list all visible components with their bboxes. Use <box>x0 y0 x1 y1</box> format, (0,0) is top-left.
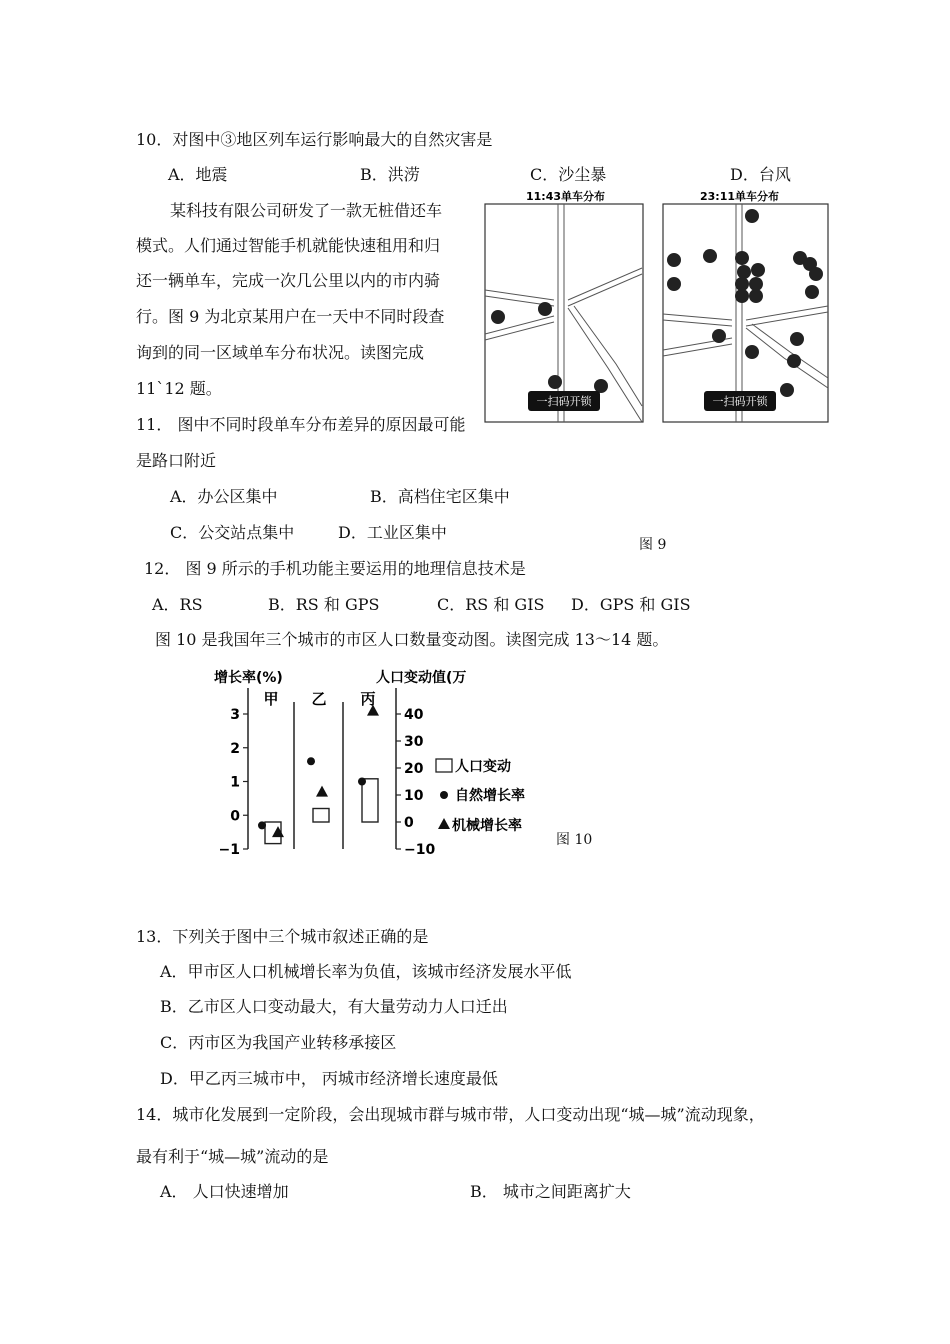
q11-option-c: C．公交站点集中 <box>170 523 295 542</box>
q12-option-d: D．GPS 和 GIS <box>571 595 691 614</box>
legend-population-change: 人口变动 <box>455 759 511 775</box>
point-mechanical-growth <box>316 786 328 797</box>
q12-option-a: A．RS <box>152 595 203 614</box>
legend-natural-growth: 自然增长率 <box>455 788 525 804</box>
q11-option-b: B．高档住宅区集中 <box>370 487 510 506</box>
q10-option-d: D．台风 <box>730 165 791 184</box>
left-tick-label: −1 <box>218 842 240 858</box>
q11-stem-line-1: 11． 图中不同时段单车分布差异的原因最可能 <box>136 415 466 434</box>
right-tick-label: 40 <box>404 707 424 723</box>
legend-mechanical-growth: 机械增长率 <box>452 818 522 834</box>
right-tick-label: 0 <box>404 815 414 831</box>
q12-option-c: C．RS 和 GIS <box>437 595 545 614</box>
fig10-caption: 图 10 <box>556 832 593 848</box>
q10-option-a: A．地震 <box>168 165 228 184</box>
right-tick-label: 20 <box>404 761 424 777</box>
legend-dot-swatch <box>440 791 448 799</box>
intro11-line-1: 某科技有限公司研发了一款无桩借还车 <box>170 201 443 220</box>
category-label-1: 甲 <box>263 690 279 708</box>
q11-stem-line-2: 是路口附近 <box>136 451 217 470</box>
legend-triangle-swatch <box>438 818 450 829</box>
right-tick-label: −10 <box>404 842 436 858</box>
q14-stem-line-2: 最有利于“城—城”流动的是 <box>136 1147 329 1166</box>
q12-stem: 12． 图 9 所示的手机功能主要运用的地理信息技术是 <box>144 559 526 578</box>
q10-option-c: C．沙尘暴 <box>530 165 607 184</box>
map2-title: 23:11单车分布 <box>700 190 780 203</box>
q13-option-b: B．乙市区人口变动最大，有大量劳动力人口迁出 <box>160 997 508 1016</box>
category-label-2: 乙 <box>311 690 327 708</box>
left-tick-label: 3 <box>230 707 240 723</box>
point-natural-growth <box>307 757 315 765</box>
map1-title: 11:43单车分布 <box>526 190 606 203</box>
right-axis-label: 人口变动值(万 <box>376 670 467 686</box>
q11-option-d: D．工业区集中 <box>338 523 447 542</box>
intro11-line-5: 询到的同一区域单车分布状况。读图完成 <box>136 343 425 362</box>
intro11-line-2: 模式。人们通过智能手机就能快速租用和归 <box>136 236 441 255</box>
q13-stem: 13．下列关于图中三个城市叙述正确的是 <box>136 927 429 946</box>
legend-bar-swatch <box>436 759 452 772</box>
q10-option-b: B．洪涝 <box>360 165 420 184</box>
figure-10-chart <box>200 662 540 862</box>
category-label-3: 丙 <box>360 690 376 708</box>
left-tick-label: 1 <box>230 774 240 791</box>
figure-9 <box>484 188 834 424</box>
map2-frame <box>663 204 828 422</box>
q12-option-b: B．RS 和 GPS <box>268 595 380 614</box>
q11-option-a: A．办公区集中 <box>170 487 278 506</box>
left-tick-label: 2 <box>230 740 240 757</box>
q14-option-b: B． 城市之间距离扩大 <box>470 1182 631 1201</box>
q10-stem: 10．对图中③地区列车运行影响最大的自然灾害是 <box>136 130 493 149</box>
bar-population-change <box>313 809 329 823</box>
map1-unlock-label: 一扫码开锁 <box>536 395 592 408</box>
q13-option-d: D．甲乙丙三城市中， 丙城市经济增长速度最低 <box>160 1069 498 1088</box>
fig9-caption: 图 9 <box>639 537 667 553</box>
map2-unlock-label: 一扫码开锁 <box>712 395 768 408</box>
intro13: 图 10 是我国年三个城市的市区人口数量变动图。读图完成 13～14 题。 <box>155 630 669 649</box>
intro11-line-4: 行。图 9 为北京某用户在一天中不同时段查 <box>136 307 445 326</box>
left-axis-label: 增长率(%) <box>214 670 283 686</box>
q13-option-a: A．甲市区人口机械增长率为负值，该城市经济发展水平低 <box>160 962 572 981</box>
q14-option-a: A． 人口快速增加 <box>160 1182 289 1201</box>
left-tick-label: 0 <box>230 808 240 825</box>
q14-stem-line-1: 14．城市化发展到一定阶段，会出现城市群与城市带，人口变动出现“城—城”流动现象， <box>136 1105 765 1124</box>
right-tick-label: 10 <box>404 788 424 804</box>
point-natural-growth <box>358 778 366 786</box>
intro11-line-3: 还一辆单车，完成一次几公里以内的市内骑 <box>136 271 441 290</box>
q13-option-c: C．丙市区为我国产业转移承接区 <box>160 1033 397 1052</box>
right-tick-label: 30 <box>404 734 424 750</box>
intro11-line-6: 11`12 题。 <box>136 379 222 398</box>
point-natural-growth <box>258 821 266 829</box>
bar-population-change <box>362 779 378 822</box>
